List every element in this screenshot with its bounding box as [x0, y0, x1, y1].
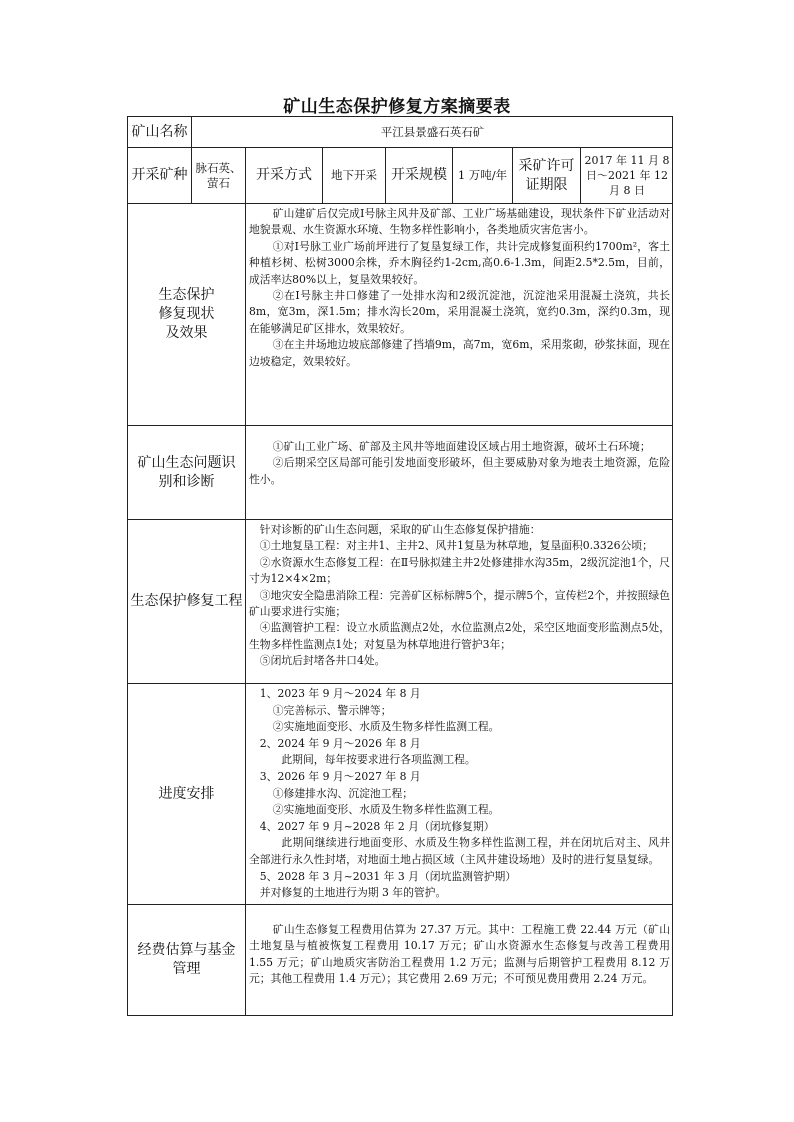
schedule-label: 进度安排 — [128, 684, 246, 905]
diagnosis-paragraph: ②后期采空区局部可能引发地面变形破坏，但主要威胁对象为地表土地资源，危险性小。 — [249, 456, 670, 486]
budget-label: 经费估算与基金管理 — [128, 905, 246, 1015]
engineering-content — [246, 520, 673, 684]
diagnosis-content — [246, 426, 673, 520]
diagnosis-paragraph: ①矿山工业广场、矿部及主风井等地面建设区域占用土地资源，破坏土石环境； — [272, 440, 651, 453]
status-paragraph: ①对Ⅰ号脉工业广场前坪进行了复垦复绿工作，共计完成修复面积约1700m²，客土种植杉树、松树3000余株，乔木胸径约1-2cm,高0.6-1.3m，间距2.5*2.5m，目前，成活率达80%以上，复垦效果较好。 — [249, 239, 670, 286]
schedule-line: 并对修复的土地进行为期 3 年的管护。 — [259, 886, 447, 900]
budget-paragraph: 矿山生态修复工程费用估算为 27.37 万元。其中：工程施工费 22.44 万元（矿山土地复垦与植被恢复工程费用 10.17 万元；矿山水资源水生态修复与改善工程费用 1.55 万元；矿山地质灾害防治工程费用 1.2 万元；监测与后期管护工程费用 8.12 万元；其他工程费用 1.4 万元）；其它费用 2.69 万元；不可预见费用费用 2.24 万元。 — [249, 923, 670, 986]
engineering-paragraph: ②水资源水生态修复工程：在Ⅱ号脉拟建主井2处修建排水沟35m，2级沉淀池1个，尺寸为12×4×2m； — [249, 555, 670, 586]
mineral-label: 开采矿种 — [128, 148, 192, 204]
document-title: 矿山生态保护修复方案摘要表 — [283, 97, 511, 117]
schedule-line: ②实施地面变形、水质及生物多样性监测工程。 — [272, 803, 500, 817]
schedule-line: 2、2024 年 9 月～2026 年 8 月 — [259, 736, 421, 750]
status-paragraph: 矿山建矿后仅完成Ⅰ号脉主风井及矿部、工业广场基础建设，现状条件下矿业活动对地貌景观、水生资源水环境、生物多样性影响小，各类地质灾害危害小。 — [249, 207, 670, 237]
diagnosis-label: 矿山生态问题识别和诊断 — [128, 426, 246, 520]
schedule-line: ①修建排水沟、沉淀池工程； — [272, 786, 414, 800]
schedule-line: 4、2027 年 9 月~2028 年 2 月（闭坑修复期） — [259, 819, 495, 833]
schedule-line: ②实施地面变形、水质及生物多样性监测工程。 — [272, 720, 500, 734]
engineering-paragraph: ④监测管护工程：设立水质监测点2处，水位监测点2处，采空区地面变形监测点5处，生物多样性监测点1处；对复垦为林草地进行管护3年； — [249, 621, 670, 651]
summary-table — [127, 116, 673, 1016]
schedule-line: 3、2026 年 9 月～2027 年 8 月 — [259, 769, 421, 783]
status-content — [246, 204, 673, 426]
budget-content — [246, 905, 673, 1015]
permit-period-label: 采矿许可证期限 — [513, 148, 581, 204]
engineering-paragraph: ①土地复垦工程：对主井1、主井2、风井1复垦为林草地，复垦面积0.3326公顷； — [259, 539, 653, 553]
mining-scale-label: 开采规模 — [386, 148, 453, 204]
mining-method-label: 开采方式 — [246, 148, 323, 204]
mining-scale-value: 1 万吨/年 — [453, 148, 513, 204]
schedule-line: 此期间继续进行地面变形、水质及生物多样性监测工程，并在闭坑后对主、风井全部进行永久性封堵，对地面土地占损区域（主风井建设场地）及时的进行复垦复绿。 — [249, 836, 670, 866]
schedule-line: ①完善标示、警示牌等； — [272, 703, 392, 717]
engineering-paragraph: ⑤闭坑后封堵各井口4处。 — [259, 654, 386, 668]
status-label: 生态保护修复现状及效果 — [128, 204, 246, 426]
mine-name-value: 平江县景盛石英石矿 — [192, 117, 673, 148]
status-paragraph: ③在主井场地边坡底部修建了挡墙9m，高7m，宽6m，采用浆砌，砂浆抹面，现在边坡稳定，效果较好。 — [249, 338, 670, 368]
schedule-line: 1、2023 年 9 月～2024 年 8 月 — [259, 687, 421, 700]
mineral-value: 脉石英、萤石 — [192, 148, 246, 204]
engineering-label: 生态保护修复工程 — [128, 520, 246, 684]
mine-name-label: 矿山名称 — [128, 117, 192, 148]
schedule-line: 此期间，每年按要求进行各项监测工程。 — [281, 753, 476, 767]
permit-period-value: 2017 年 11 月 8 日～2021 年 12 月 8 日 — [581, 148, 673, 204]
schedule-content — [246, 684, 673, 905]
status-paragraph: ②在Ⅰ号脉主井口修建了一处排水沟和2级沉淀池，沉淀池采用混凝土浇筑，共长8m，宽3m，深1.5m；排水沟长20m，采用混凝土浇筑，宽约0.3m，深约0.3m，现在能够满足矿区排水，效果较好。 — [249, 289, 670, 335]
mining-method-value: 地下开采 — [323, 148, 386, 204]
engineering-paragraph: 针对诊断的矿山生态问题，采取的矿山生态修复保护措施： — [259, 523, 541, 536]
schedule-line: 5、2028 年 3 月~2031 年 3 月（闭坑监测管护期） — [259, 869, 517, 883]
engineering-paragraph: ③地灾安全隐患消除工程：完善矿区标标牌5个，提示牌5个，宣传栏2个，并按照绿色矿山要求进行实施； — [249, 588, 670, 619]
